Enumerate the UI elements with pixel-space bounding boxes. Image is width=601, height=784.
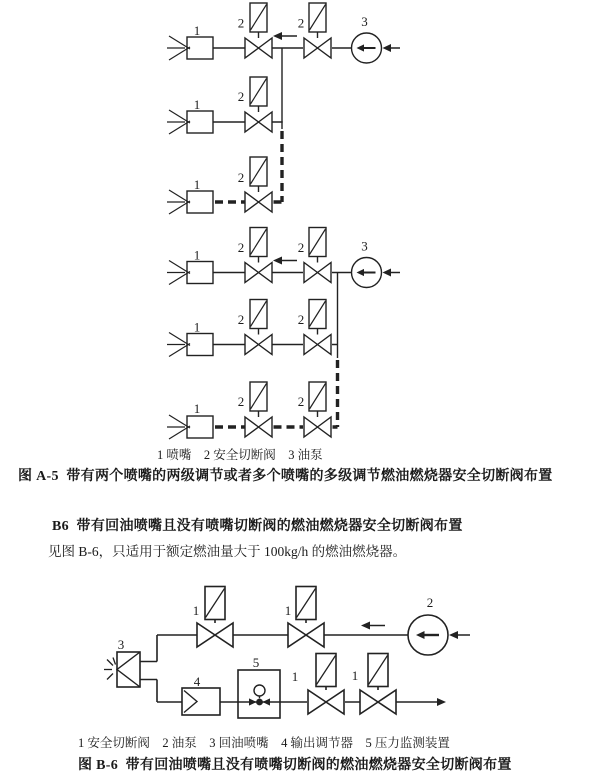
figure-a5-legend: 1 喷嘴 2 安全切断阀 3 油泵 — [157, 448, 323, 462]
label-return-nozzle: 3 — [117, 637, 125, 652]
section-b6-heading: B6 带有回油喷嘴且没有喷嘴切断阀的燃油燃烧器安全切断阀布置 — [52, 519, 463, 534]
nozzle-icon — [167, 333, 213, 357]
nozzle-icon — [167, 110, 213, 134]
label-valve: 1 — [192, 603, 200, 618]
safety-valve-icon — [360, 654, 396, 715]
figure-b6-diagram — [104, 587, 470, 719]
label-valve: 1 — [351, 668, 359, 683]
label-valve: 1 — [291, 669, 299, 684]
safety-valve-icon — [245, 228, 272, 283]
label-nozzle: 1 — [193, 23, 201, 38]
safety-valve-icon — [245, 77, 272, 132]
figure-a5-title: 图 A-5 带有两个喷嘴的两级调节或者多个喷嘴的多级调节燃油燃烧器安全切断阀布置 — [18, 469, 553, 484]
safety-valve-icon — [197, 587, 233, 648]
label-nozzle: 1 — [193, 319, 201, 335]
label-valve: 2 — [297, 15, 305, 31]
figure-a5-diagram-bottom — [167, 228, 400, 440]
pump-icon — [408, 615, 448, 655]
pump-icon — [352, 258, 382, 288]
component-labels — [194, 239, 368, 417]
nozzle-icon — [167, 261, 213, 285]
safety-valve-icon — [304, 382, 331, 437]
safety-valve-icon — [304, 228, 331, 283]
label-valve: 2 — [297, 312, 305, 327]
label-regulator: 4 — [193, 674, 201, 689]
nozzle-icon — [167, 36, 213, 60]
figure-a5-diagram-top — [167, 3, 400, 214]
safety-valve-icon — [304, 300, 331, 355]
label-pump: 3 — [361, 238, 368, 254]
label-valve: 2 — [237, 312, 245, 327]
safety-valve-icon — [245, 382, 272, 437]
label-valve: 2 — [237, 170, 245, 185]
label-valve: 2 — [297, 240, 305, 255]
safety-valve-icon — [245, 3, 272, 58]
safety-valve-icon — [304, 3, 331, 58]
figure-b6-title: 图 B-6 带有回油喷嘴且没有喷嘴切断阀的燃油燃烧器安全切断阀布置 — [78, 758, 512, 773]
figure-b6-legend: 1 安全切断阀 2 油泵 3 回油喷嘴 4 输出调节器 5 压力监测装置 — [78, 736, 450, 750]
section-b6-paragraph: 见图 B-6，只适用于额定燃油量大于 100kg/h 的燃油燃烧器。 — [48, 544, 407, 559]
nozzle-icon — [167, 190, 213, 214]
label-pump: 3 — [361, 14, 368, 29]
safety-valve-icon — [288, 587, 324, 648]
return-nozzle-icon — [104, 652, 140, 687]
label-valve: 2 — [297, 394, 305, 409]
label-nozzle: 1 — [193, 177, 201, 192]
pump-icon — [352, 33, 382, 63]
label-valve: 2 — [237, 89, 245, 104]
component-labels — [194, 14, 368, 192]
safety-valve-icon — [245, 157, 272, 212]
label-valve: 1 — [284, 603, 292, 618]
label-valve: 2 — [237, 15, 245, 31]
pressure-monitor-icon — [238, 670, 280, 718]
label-nozzle: 1 — [193, 97, 201, 112]
safety-valve-icon — [308, 654, 344, 715]
safety-valve-icon — [245, 300, 272, 355]
label-nozzle: 1 — [193, 401, 201, 416]
label-valve: 2 — [237, 394, 245, 409]
regulator-icon — [182, 688, 220, 715]
label-pressure-monitor: 5 — [252, 655, 260, 670]
label-valve: 2 — [237, 240, 245, 255]
nozzle-icon — [167, 415, 213, 439]
label-pump: 2 — [426, 595, 434, 610]
label-nozzle: 1 — [193, 247, 201, 263]
